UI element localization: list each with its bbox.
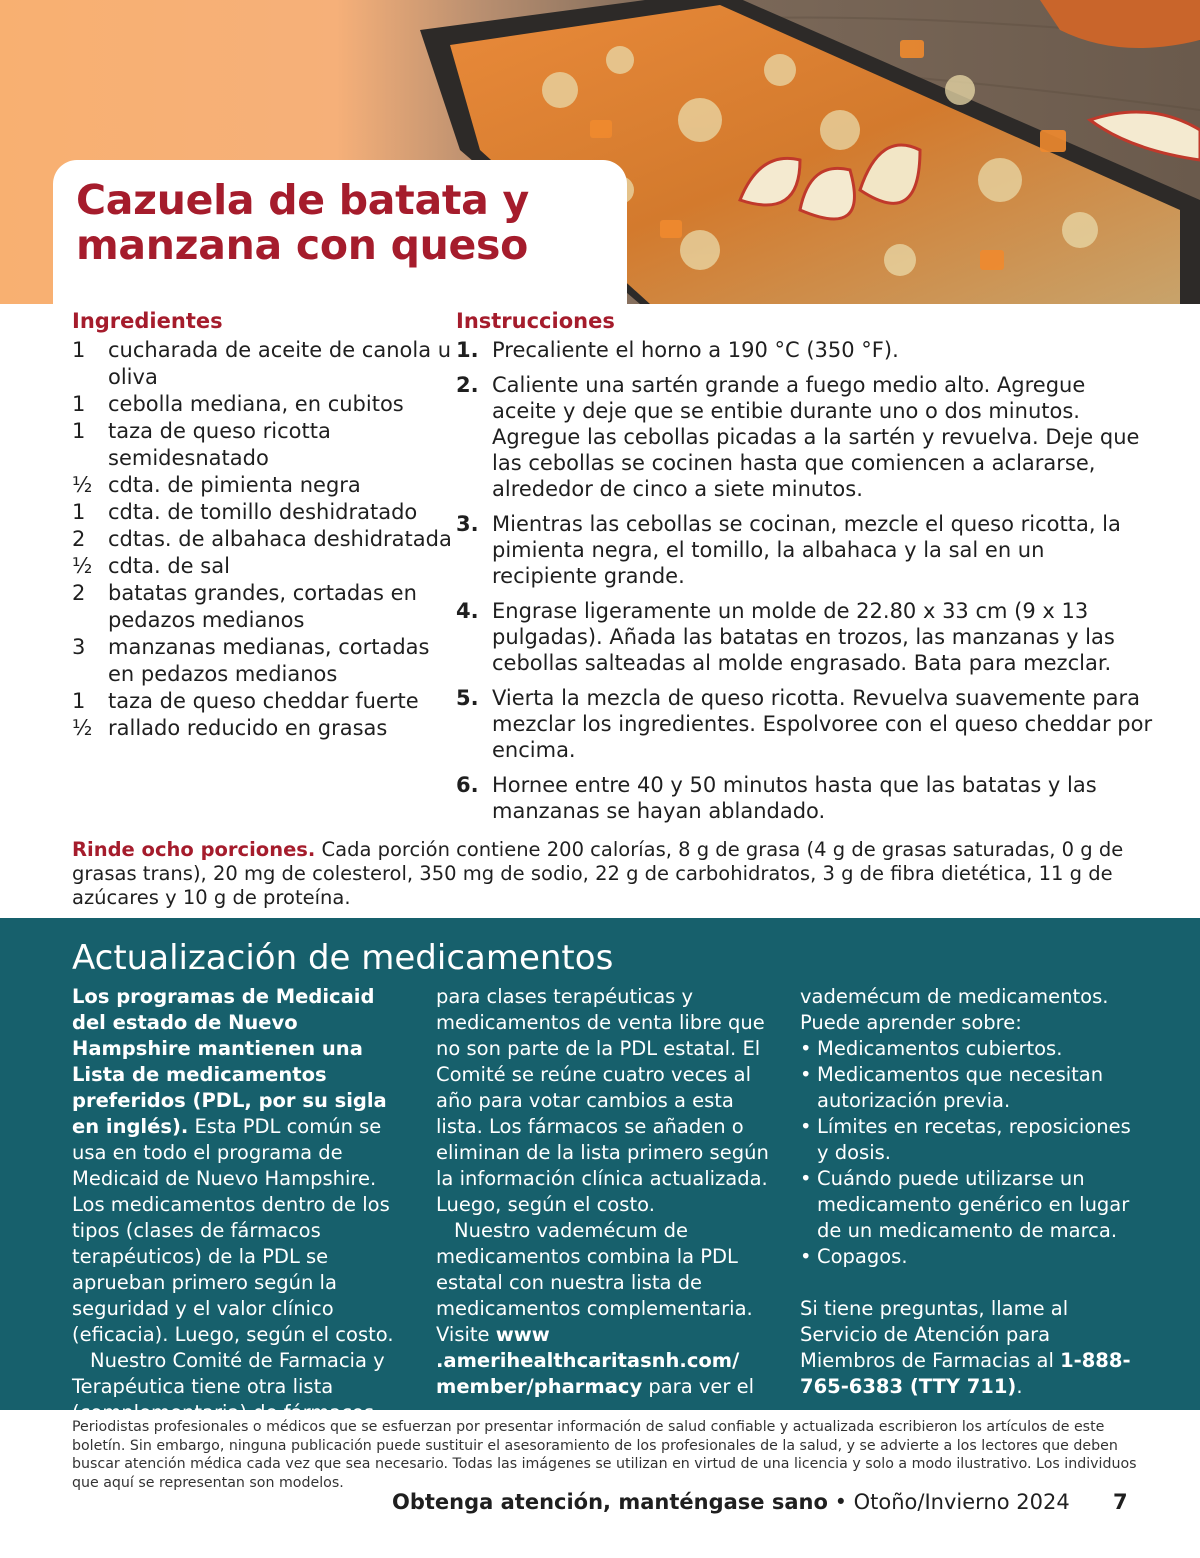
ingredient-quantity: 1: [72, 338, 86, 362]
medication-update-title: Actualización de medicamentos: [72, 938, 614, 978]
committee-continued: para clases terapéuticas y medicamentos de venta libre que no son parte de la PDL estatal. El Comité se reúne cuatro veces al año para votar cambios a esta lista. Los fármacos se añaden o eliminan de la lista primero según la información clínica actualizada. Luego, según el costo.: [436, 985, 769, 1216]
ingredient-quantity: 1: [72, 500, 86, 524]
ingredient-item: [72, 580, 452, 634]
learn-topic-item: • Copagos.: [800, 1244, 1140, 1270]
issue-date: Otoño/Invierno 2024: [853, 1490, 1070, 1514]
step-number: 6.: [456, 773, 479, 797]
publication-footer: [392, 1490, 1132, 1514]
title-line-1: Cazuela de batata y: [76, 176, 529, 224]
step-number: 3.: [456, 512, 479, 536]
ingredient-text: manzanas medianas, cortadas en pedazos medianos: [108, 635, 430, 686]
ingredient-text: cebolla mediana, en cubitos: [108, 392, 404, 416]
ingredients-heading: Ingredientes: [72, 309, 223, 333]
page-number: 7: [1113, 1490, 1128, 1514]
ingredient-item: [72, 472, 452, 499]
step-text: Hornee entre 40 y 50 minutos hasta que las batatas y las manzanas se hayan ablandado.: [492, 773, 1097, 823]
ingredient-quantity: 1: [72, 419, 86, 443]
footer-separator: •: [827, 1490, 854, 1514]
contact-end: .: [1016, 1375, 1023, 1398]
pdl-text: Esta PDL común se usa en todo el programa de Medicaid de Nuevo Hampshire. Los medicamentos dentro de los tipos (clases de fármacos terapéuticos) de la PDL se aprueban primero según la seguridad y el valor clínico (eficacia). Luego, según el costo.: [72, 1115, 394, 1346]
nutrition-info: [72, 838, 1142, 910]
learn-topic-item: • Cuándo puede utilizarse un medicamento genérico en lugar de un medicamento de marca.: [800, 1166, 1140, 1244]
step-number: 4.: [456, 599, 479, 623]
ingredient-item: [72, 553, 452, 580]
instruction-step: [456, 685, 1156, 763]
step-text: Vierta la mezcla de queso ricotta. Revuelva suavemente para mezclar los ingredientes. Espolvoree con el queso cheddar por encima.: [492, 686, 1153, 762]
step-text: Mientras las cebollas se cocinan, mezcle el queso ricotta, la pimienta negra, el tomillo, la albahaca y la sal en un recipiente grande.: [492, 512, 1121, 588]
contact-text: Si tiene preguntas, llame al Servicio de Atención para Miembros de Farmacias al: [800, 1297, 1069, 1372]
ingredient-quantity: 3: [72, 635, 86, 659]
learn-topic-item: • Medicamentos cubiertos.: [800, 1036, 1140, 1062]
publication-name: Obtenga atención, manténgase sano: [392, 1490, 828, 1514]
title-line-2: manzana con queso: [76, 221, 528, 269]
instruction-step: [456, 598, 1156, 676]
ingredients-list: [72, 337, 452, 742]
instruction-step: [456, 511, 1156, 589]
ingredient-text: cdta. de tomillo deshidratado: [108, 500, 418, 524]
nutrition-text: Cada porción contiene 200 calorías, 8 g de grasa (4 g de grasas saturadas, 0 g de grasas trans), 20 mg de colesterol, 350 mg de sodio, 22 g de carbohidratos, 3 g de fibra dietética, 11 g de azúcares y 10 g de proteína.: [72, 838, 1124, 909]
ingredient-text: cdta. de pimienta negra: [108, 473, 361, 497]
medication-update-section: [0, 918, 1200, 1424]
ingredient-quantity: 1: [72, 392, 86, 416]
instruction-step: [456, 772, 1156, 824]
step-text: Precaliente el horno a 190 °C (350 °F).: [492, 338, 899, 362]
ingredient-item: [72, 337, 452, 391]
instruction-step: [456, 372, 1156, 502]
pharmacy-link[interactable]: www .amerihealthcaritasnh.com/ member/pharmacy: [436, 1323, 740, 1398]
learn-intro: vademécum de medicamentos. Puede aprender sobre:: [800, 985, 1109, 1034]
ingredient-item: [72, 418, 452, 472]
learn-topic-item: • Medicamentos que necesitan autorización previa.: [800, 1062, 1140, 1114]
ingredient-text: cdta. de sal: [108, 554, 230, 578]
committee-paragraph: Nuestro Comité de Farmacia y Terapéutica tiene otra lista (complementaria) de fármacos: [72, 1349, 385, 1424]
ingredient-text: taza de queso ricotta semidesnatado: [108, 419, 331, 470]
formulary-end: para ver el: [642, 1375, 755, 1398]
column-1: [72, 984, 398, 1426]
step-text: Caliente una sartén grande a fuego medio alto. Agregue aceite y deje que se entibie durante uno o dos minutos. Agregue las cebollas picadas a la sartén y revuelva. Deje que las cebollas se cocinen hasta que comiencen a aclararse, alrededor de cinco a siete minutos.: [492, 373, 1140, 501]
ingredient-item: [72, 634, 452, 688]
learn-topics-list: [800, 1036, 1140, 1270]
ingredient-quantity: ½: [72, 554, 93, 578]
ingredient-text: taza de queso cheddar fuerte rallado reducido en grasas: [108, 689, 419, 740]
instructions-list: [456, 337, 1156, 833]
yield-label: Rinde ocho porciones.: [72, 838, 316, 861]
step-number: 1.: [456, 338, 479, 362]
ingredient-text: batatas grandes, cortadas en pedazos medianos: [108, 581, 417, 632]
formulary-paragraph: [436, 1218, 771, 1400]
pdl-lead: Los programas de Medicaid del estado de Nuevo Hampshire mantienen una Lista de medicamentos preferidos (PDL, por su sigla en inglés).: [72, 985, 387, 1138]
column-3: [800, 984, 1140, 1400]
ingredient-quantity: 1 ½: [72, 689, 93, 740]
pharmacy-phone[interactable]: 1-888-765-6383 (TTY 711): [800, 1349, 1131, 1398]
step-number: 5.: [456, 686, 479, 710]
ingredient-item: [72, 499, 452, 526]
ingredient-text: cucharada de aceite de canola u oliva: [108, 338, 452, 389]
pdl-paragraph: [72, 984, 398, 1348]
ingredient-quantity: 2: [72, 581, 86, 605]
ingredient-item: [72, 688, 452, 742]
formulary-text: Nuestro vademécum de medicamentos combina la PDL estatal con nuestra lista de medicamentos complementaria. Visite: [436, 1219, 753, 1346]
ingredient-text: cdtas. de albahaca deshidratada: [108, 527, 452, 551]
ingredient-item: [72, 526, 452, 553]
ingredient-quantity: 2: [72, 527, 86, 551]
instructions-heading: Instrucciones: [456, 309, 615, 333]
hero-banner: [0, 0, 1200, 304]
step-number: 2.: [456, 373, 479, 397]
column-2: [436, 984, 771, 1400]
ingredient-item: [72, 391, 452, 418]
contact-paragraph: [800, 1296, 1140, 1400]
learn-topic-item: • Límites en recetas, reposiciones y dosis.: [800, 1114, 1140, 1166]
recipe-title: [76, 178, 616, 268]
disclaimer: Periodistas profesionales o médicos que se esfuerzan por presentar información de salud confiable y actualizada escribieron los artículos de este boletín. Sin embargo, ninguna publicación puede sustituir el asesoramiento de los profesionales de la salud, y se advierte a los lectores que deben buscar atención médica cada vez que sea necesario. Todas las imágenes se utilizan en virtud de una licencia y solo a modo ilustrativo. Los individuos que aquí se representan son modelos.: [72, 1419, 1137, 1491]
ingredient-quantity: ½: [72, 473, 93, 497]
instruction-step: [456, 337, 1156, 363]
step-text: Engrase ligeramente un molde de 22.80 x 33 cm (9 x 13 pulgadas). Añada las batatas en trozos, las manzanas y las cebollas salteadas al molde engrasado. Bata para mezclar.: [492, 599, 1115, 675]
